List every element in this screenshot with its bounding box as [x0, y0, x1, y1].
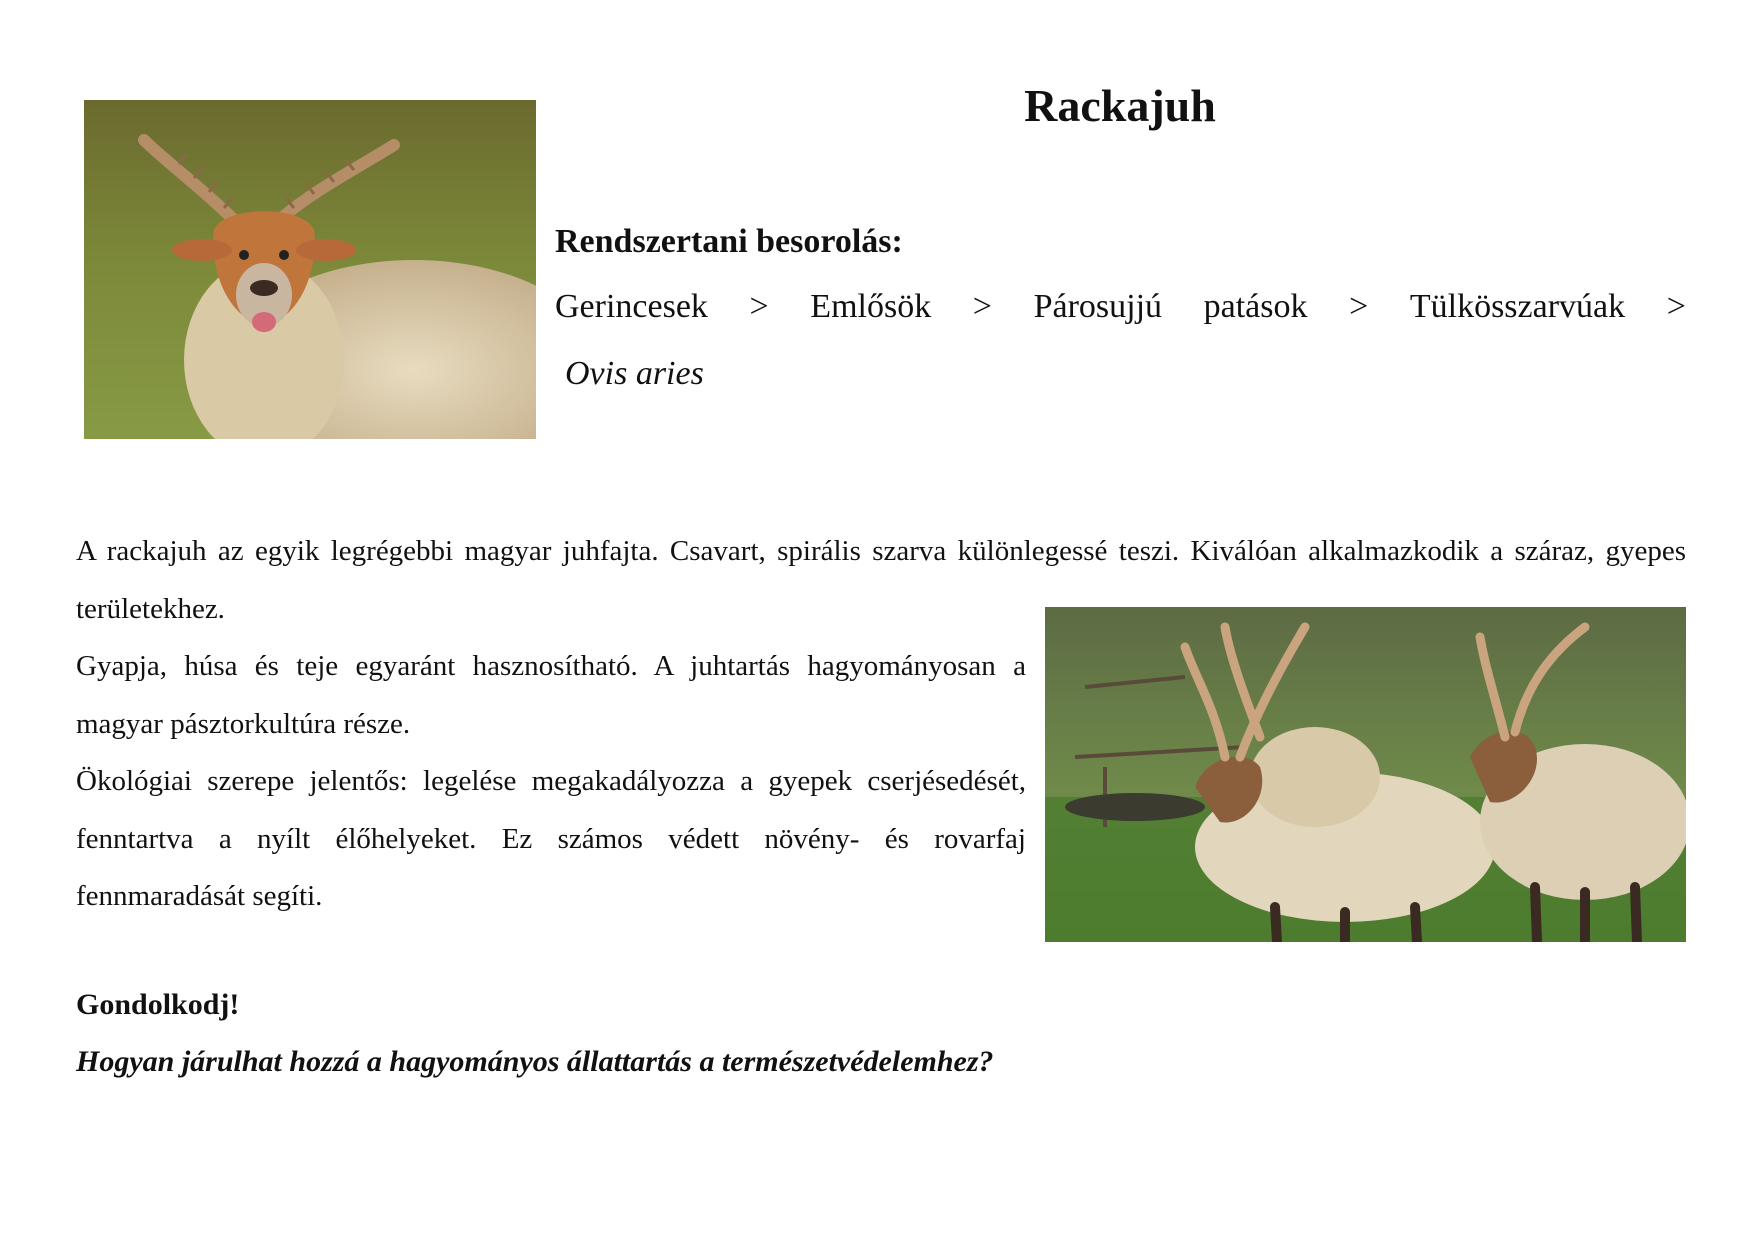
- classification-heading: Rendszertani besorolás:: [555, 223, 903, 260]
- racka-sheep-flock-photo: [1045, 607, 1686, 942]
- taxon-phylum: Gerincesek: [555, 288, 708, 325]
- taxon-separator: >: [1666, 288, 1686, 325]
- taxon-order-word-2: patások: [1203, 288, 1308, 325]
- taxon-separator: >: [1349, 288, 1369, 325]
- taxonomy-line: [555, 283, 1686, 331]
- paragraph-ecology: Ökológiai szerepe jelentős: legelése megakadályozza a gyepek cserjésedését, fenntartva a nyílt élőhelyeket. Ez számos védett növény- és rovarfaj fennmaradását segíti.: [76, 765, 1026, 912]
- page-title: Rackajuh: [1024, 80, 1216, 131]
- question-text: Hogyan járulhat hozzá a hagyományos állattartás a természetvédelemhez?: [76, 1045, 994, 1078]
- taxon-order-word-1: Párosujjú: [1033, 288, 1163, 325]
- paragraph-uses: Gyapja, húsa és teje egyaránt hasznosítható. A juhtartás hagyományosan a magyar pásztorkultúra része.: [76, 650, 1026, 740]
- think-heading: Gondolkodj!: [76, 988, 240, 1021]
- taxon-family: Tülkösszarvúak: [1409, 288, 1626, 325]
- species-name: Ovis aries: [565, 355, 704, 392]
- taxon-separator: >: [749, 288, 769, 325]
- taxon-separator: >: [972, 288, 992, 325]
- paragraph-intro: A rackajuh az egyik legrégebbi magyar juhfajta. Csavart, spirális szarva különlegessé teszi. Kiválóan alkalmazkodik a száraz, gyepes területekhez.: [76, 535, 1686, 625]
- taxon-class: Emlősök: [810, 288, 932, 325]
- racka-sheep-portrait-photo: [84, 100, 536, 439]
